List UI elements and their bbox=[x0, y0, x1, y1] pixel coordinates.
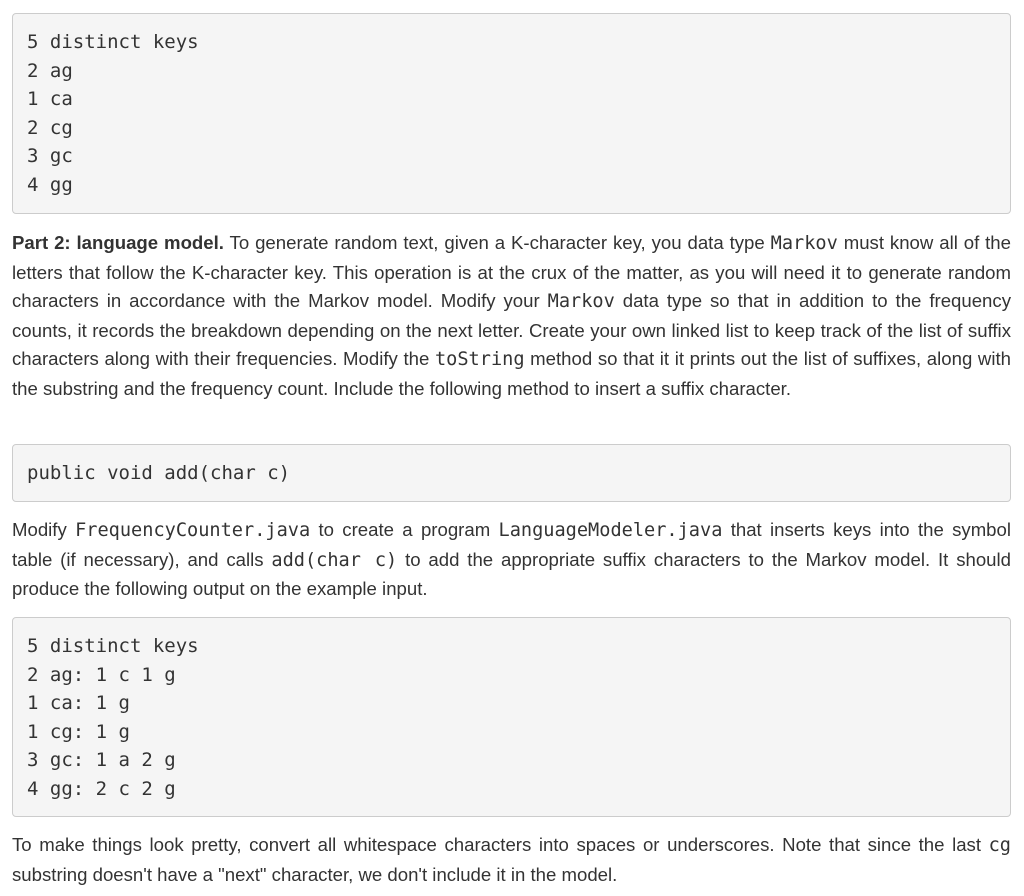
paragraph-formatting-note bbox=[12, 831, 1011, 889]
inline-code: Markov bbox=[770, 233, 838, 254]
paragraph-text: To make things look pretty, convert all whitespace characters into spaces or underscores. Note that since the last bbox=[12, 834, 989, 855]
paragraph-text: method so that it it prints out the list of suffixes, along with the substring and the frequency count. Include the following method to insert a suffix character. bbox=[12, 348, 1011, 399]
inline-code: Markov bbox=[547, 291, 615, 313]
code-line: 5 distinct keys bbox=[27, 635, 199, 657]
inline-code: toString bbox=[434, 349, 525, 371]
code-line: 5 distinct keys bbox=[27, 31, 199, 53]
section-heading: Part 2: language model. bbox=[12, 232, 224, 253]
code-line: 2 cg bbox=[27, 116, 73, 139]
inline-code: FrequencyCounter.java bbox=[75, 520, 311, 541]
code-line: 3 gc bbox=[27, 145, 73, 168]
paragraph-text: data type so that in addition to the frequency counts, it records the breakdown depending on the next letter. Create your own linked list to keep track of the list of suffix characters along with their frequencies. Modify the bbox=[12, 290, 1011, 370]
paragraph-modify-instructions bbox=[12, 516, 1011, 604]
code-line: 1 cg: 1 g bbox=[27, 720, 130, 743]
paragraph-text: that inserts keys into the symbol table (if necessary), and calls bbox=[12, 519, 1011, 570]
code-block-model-output bbox=[12, 617, 1011, 817]
code-line: public void add(char c) bbox=[27, 462, 291, 484]
code-line: 1 ca: 1 g bbox=[27, 692, 130, 715]
code-block-frequency-output bbox=[12, 13, 1011, 214]
paragraph-language-model bbox=[12, 229, 1011, 404]
paragraph-text: to create a program bbox=[310, 519, 499, 540]
paragraph-text: To generate random text, given a K-character key, you data type bbox=[223, 232, 771, 253]
code-line: 1 ca bbox=[27, 88, 73, 111]
paragraph-text: to add the appropriate suffix characters to the Markov model. It should produce the following output on the example input. bbox=[12, 548, 1011, 600]
inline-code: LanguageModeler.java bbox=[498, 520, 723, 541]
code-line: 2 ag bbox=[27, 59, 73, 82]
inline-code: cg bbox=[988, 835, 1011, 856]
code-block-method-signature bbox=[12, 444, 1011, 502]
code-line: 4 gg: 2 c 2 g bbox=[27, 777, 176, 800]
code-line: 2 ag: 1 c 1 g bbox=[27, 663, 176, 686]
code-line: 4 gg bbox=[27, 173, 73, 196]
inline-code: add(char c) bbox=[271, 549, 398, 571]
code-line: 3 gc: 1 a 2 g bbox=[27, 749, 176, 772]
paragraph-text: must know all of the letters that follow the K-character key. This operation is at the crux of the matter, as you will need it to generate random characters in accordance with the Markov model. Modify your bbox=[12, 232, 1011, 312]
paragraph-text: Modify bbox=[12, 519, 76, 540]
paragraph-text: substring doesn't have a "next" character, we don't include it in the model. bbox=[12, 863, 618, 885]
